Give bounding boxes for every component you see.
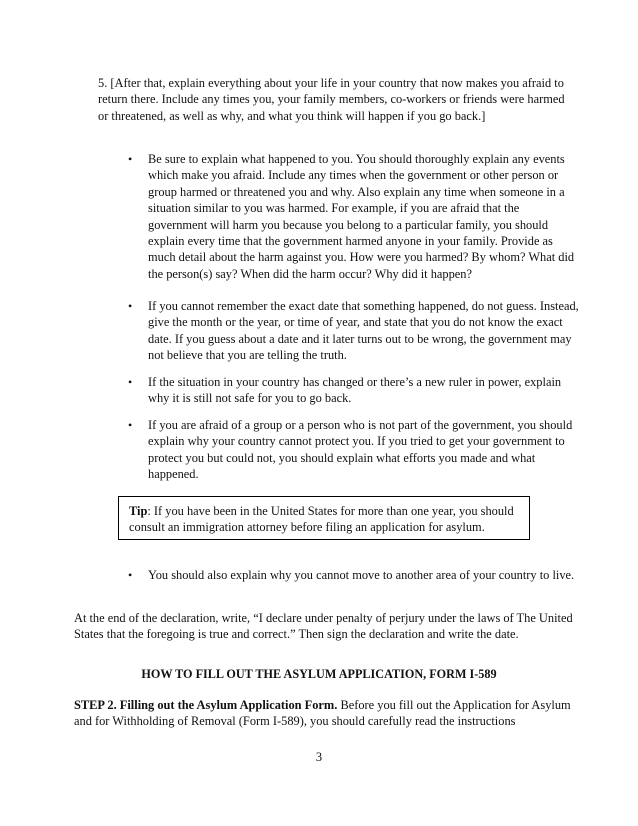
closing-paragraph: At the end of the declaration, write, “I declare under penalty of perjury under the laws of The United States that the foregoing is true and correct.” Then sign the declaration and write the date.	[74, 611, 573, 642]
bullet-item	[128, 374, 580, 407]
bullet-dot-icon: •	[128, 152, 133, 166]
item-5-paragraph: 5. [After that, explain everything about your life in your country that now makes you afraid to return there. Include any times you, your family members, co-workers or friends were harmed or threatened, as well as why, and what you think will happen if you go back.]	[98, 76, 565, 123]
bullet-item	[128, 298, 580, 364]
section-heading: HOW TO FILL OUT THE ASYLUM APPLICATION, FORM I-589	[141, 667, 497, 681]
bullet-text: You should also explain why you cannot move to another area of your country to live.	[148, 568, 575, 582]
bullet-dot-icon: •	[128, 568, 133, 582]
bullet-item	[128, 417, 580, 483]
bullet-dot-icon: •	[128, 418, 133, 432]
bullet-text: If you are afraid of a group or a person who is not part of the government, you should explain why your country cannot protect you. If you tried to get your government to protect you but could not, you should explain what efforts you made and what happened.	[148, 418, 573, 482]
step-2-text: Before you fill out the Application for Asylum and for Withholding of Removal (Form I-589), you should carefully read the instructions	[74, 698, 571, 729]
bullet-item	[128, 151, 580, 282]
page-number: 3	[315, 750, 323, 764]
tip-box	[118, 496, 530, 540]
tip-text: : If you have been in the United States for more than one year, you should consult an immigration attorney before filing an application for asylum.	[129, 504, 514, 535]
bullet-text: If you cannot remember the exact date that something happened, do not guess. Instead, give the month or the year, or time of year, and state that you do not know the exact date. If you guess about a date and it later turns out to be wrong, the government may not believe that you are telling the truth.	[148, 299, 579, 363]
bullet-text: If the situation in your country has changed or there’s a new ruler in power, explain why it is still not safe for you to go back.	[148, 375, 562, 406]
bullet-text: Be sure to explain what happened to you. You should thoroughly explain any events which make you afraid. Include any times when the government or other person or group harmed or threatened you and why. Also explain any time when someone in a situation similar to you was harmed. For example, if you are afraid that the government will harm you because you belong to a particular family, you should explain every time that the government harmed anyone in your family. Provide as much detail about the harm against you. How were you harmed? By whom? What did the person(s) say? When did the harm occur? Why did it happen?	[148, 152, 575, 281]
step-2-label: STEP 2. Filling out the Asylum Application Form.	[74, 698, 338, 712]
step-2-paragraph	[74, 697, 574, 730]
bullet-item	[128, 567, 580, 583]
tip-label: Tip	[129, 504, 148, 518]
bullet-dot-icon: •	[128, 375, 133, 389]
bullet-dot-icon: •	[128, 299, 133, 313]
